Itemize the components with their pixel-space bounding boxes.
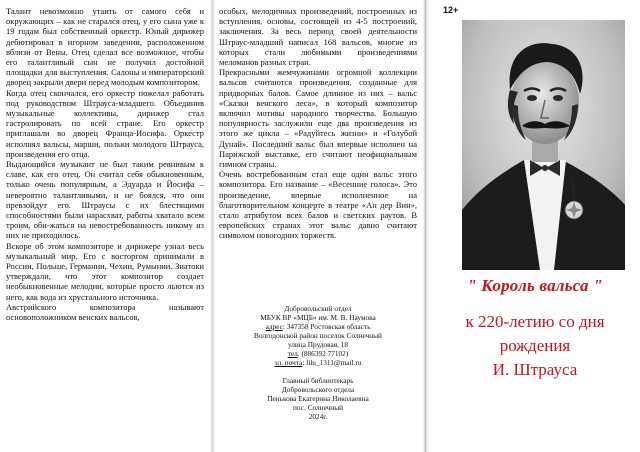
subtitle-line-1: к 220-летию со дня <box>465 312 605 331</box>
paragraph: особых, мелодичных произведений, построенных из вступления, основы, состоящей из 4-5 построений, заключения. За весь период своей деятельности Штраус-младший написал 168 вальсов, многие из которых стали любимыми произведениями меломанов разных стран. <box>219 6 417 68</box>
place: пос. Солнечный <box>292 403 344 412</box>
booklet-title: " Король вальса " <box>467 276 603 295</box>
phone-label: тел <box>287 349 298 358</box>
email-value: : lilu_1311@mail.ru <box>302 358 362 367</box>
contacts-dept: Добровольский отдел <box>284 304 352 313</box>
librarian-name: Пенькова Екатерина Николаевна <box>267 394 369 403</box>
contacts-email <box>219 358 417 367</box>
paragraph: Прекрасными жемчужинами огромной коллекции вальсов считаются произведения, созданные для придворных балов. Самое длинное из них – вальс «Сказки венского леса», в который композитор включил мотивы народного творчества. Большую популярность заслужили еще два произведения из этого же цикла – «Радуйтесь жизни» и «Голубой Дунай». Последний вальс был впервые исполнен на Парижской выставке, его считают неофициальным гимном страны. <box>219 67 417 170</box>
contacts-street: улица Прудовая, 18 <box>287 340 349 349</box>
booklet-subtitle <box>432 310 638 382</box>
contacts-block <box>219 304 417 421</box>
age-rating-badge: 12+ <box>443 5 459 15</box>
paragraph: Очень востребованным стал еще один вальс этого композитора. Его название – «Весенние голоса». Это произведение, впервые исполненное на благотворительном концерте в театре «Ан дер Вин», стало атрибутом всех балов и светских раутов. В европейских странах этот вальс давно считают символом новогодних торжеств. <box>219 169 417 241</box>
paragraph: Когда отец скончался, его оркестр пожелал работать под руководством Штрауса-младшего. Объединив музыкальные коллективы, дирижер стал гастролировать по всей стране. Его оркестр приглашали во дворец Франца-Иосифа. Оркестр исполнял вальсы, марши, польки молодого Штрауса, произведения его отца. <box>6 87 204 159</box>
spacer <box>219 367 417 376</box>
contacts-org: МБУК ВР «МЦБ» им. М. В. Наумова <box>260 313 376 322</box>
page-fold-left <box>210 0 216 452</box>
contacts-phone <box>219 349 417 358</box>
librarian-dept: Добровольского отдела <box>281 385 355 394</box>
librarian-title: Главный библиотекарь <box>282 376 354 385</box>
left-text-column <box>6 6 204 322</box>
contacts-district: Волгодонской район поселок Солнечный <box>254 331 382 340</box>
paragraph: Вскоре об этом композиторе и дирижере узнал весь музыкальный мир. Его с восторгом принимали в России, Польше, Германии, Чехии, Румынии. Знатоки утверждали, что этот композитор создает необыкновенные мелодии, которые просто льются из него, как вода из хрустального источника. <box>6 240 204 302</box>
phone-value: . (886392 77102) <box>297 349 349 358</box>
page-fold-right <box>423 0 429 452</box>
subtitle-line-3: И. Штрауса <box>492 360 578 379</box>
middle-text-column <box>219 6 417 241</box>
subtitle-line-2: рождения <box>499 336 571 355</box>
address-label: адрес <box>265 322 283 331</box>
paragraph: Австрийского композитора называют основоположником венских вальсов, <box>6 301 204 323</box>
strauss-portrait <box>462 20 625 270</box>
paragraph: Талант невозможно утаить от самого себя и окружающих – как не старался отец, у его сына уже к 19 годам был собственный оркестр. Юный дирижер дебютировал в игорном заведении, расположенном вблизи от Вены. Отец сделал все возможное, чтобы его талантливый сын не получил достойной площадки для выступления. Салоны и императорский дворец закрыли двери перед молодым композитором. <box>6 6 204 88</box>
paragraph: Выдающийся музыкант не был таким ревнивым к славе, как его отец. Он считал себя обыкновенным, только очень популярным, а Эдуарда и Йосифа – невероятно талантливыми, и не боялся, что они превзойдут его. Штраусы с их блестящими способностями были нарасхват, работы хватало всем троим, оби-жаться на невостребованность никому из них не приходилось. <box>6 159 204 241</box>
address-value: : 347358 Ростовская область <box>282 322 371 331</box>
year: 2024г. <box>308 412 328 421</box>
contacts-address <box>219 322 417 331</box>
email-label: эл. почта <box>274 358 303 367</box>
